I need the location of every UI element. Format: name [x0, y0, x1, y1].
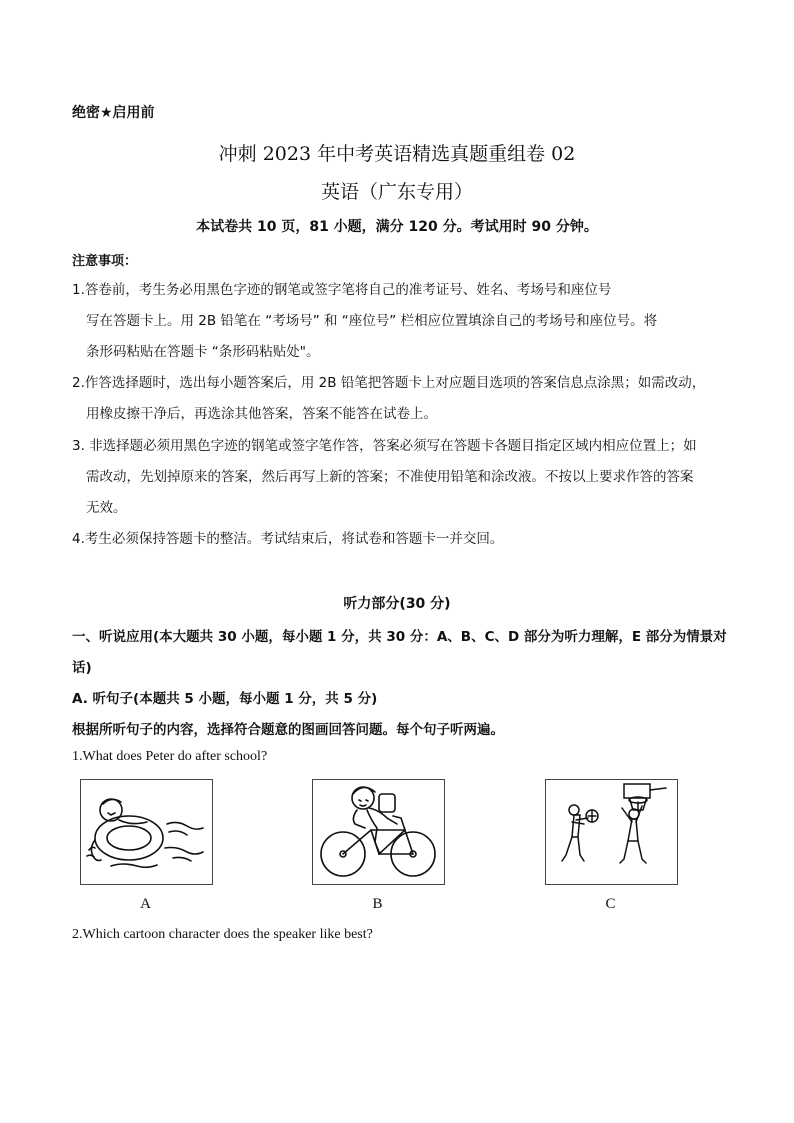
- note-1-line-2: 写在答题卡上。用 2B 铅笔在 “考场号” 和 “座位号” 栏相应位置填涂自己的考场号和座位号。将: [86, 313, 658, 329]
- option-a-label: A: [140, 896, 151, 912]
- note-2-line-2: 用橡皮擦干净后，再选涂其他答案，答案不能答在试卷上。: [86, 406, 437, 422]
- exam-subtitle: 英语（广东专用）: [320, 181, 473, 203]
- basketball-picture: [545, 779, 678, 885]
- cycling-picture: [312, 779, 445, 885]
- cyclist-icon: [313, 780, 444, 884]
- section-a-instructions: 根据所听句子的内容，选择符合题意的图画回答问题。每个句子听两遍。: [72, 722, 504, 738]
- note-1-line-3: 条形码粘贴在答题卡 “条形码粘贴处"。: [86, 344, 320, 360]
- note-3-line-1: 3. 非选择题必须用黑色字迹的钢笔或签字笔作答，答案必须写在答题卡各题目指定区域内相应位置上；如: [72, 438, 697, 454]
- exam-info: 本试卷共 10 页，81 小题，满分 120 分。考试用时 90 分钟。: [196, 219, 598, 235]
- swimmer-icon: [81, 780, 212, 884]
- basketball-players-icon: [546, 780, 677, 884]
- listening-section-title: 听力部分(30 分): [343, 596, 451, 612]
- section-a-heading: A. 听句子(本题共 5 小题，每小题 1 分，共 5 分): [72, 691, 378, 707]
- swimming-picture: [80, 779, 213, 885]
- notes-title: 注意事项：: [72, 254, 138, 269]
- question-2: 2.Which cartoon character does the speaker like best?: [72, 927, 373, 942]
- note-3-line-3: 无效。: [86, 500, 127, 516]
- part-1-heading-line-1: 一、听说应用(本大题共 30 小题，每小题 1 分，共 30 分：A、B、C、D 部分为听力理解，E 部分为情景对: [72, 629, 727, 645]
- note-1-line-1: 1.答卷前，考生务必用黑色字迹的钢笔或签字笔将自己的准考证号、姓名、考场号和座位号: [72, 282, 612, 298]
- note-4-line-1: 4.考生必须保持答题卡的整洁。考试结束后，将试卷和答题卡一并交回。: [72, 531, 504, 547]
- option-b-label: B: [372, 896, 383, 912]
- confidential-label: 绝密★启用前: [72, 105, 155, 121]
- exam-title: 冲刺 2023 年中考英语精选真题重组卷 02: [218, 143, 576, 165]
- question-1: 1.What does Peter do after school?: [72, 749, 268, 764]
- part-1-heading-line-2: 话): [72, 660, 92, 676]
- note-2-line-1: 2.作答选择题时，选出每小题答案后，用 2B 铅笔把答题卡上对应题目选项的答案信息点涂黑；如需改动，: [72, 375, 706, 391]
- note-3-line-2: 需改动，先划掉原来的答案，然后再写上新的答案；不准使用铅笔和涂改液。不按以上要求作答的答案: [86, 469, 694, 485]
- option-c-label: C: [605, 896, 616, 912]
